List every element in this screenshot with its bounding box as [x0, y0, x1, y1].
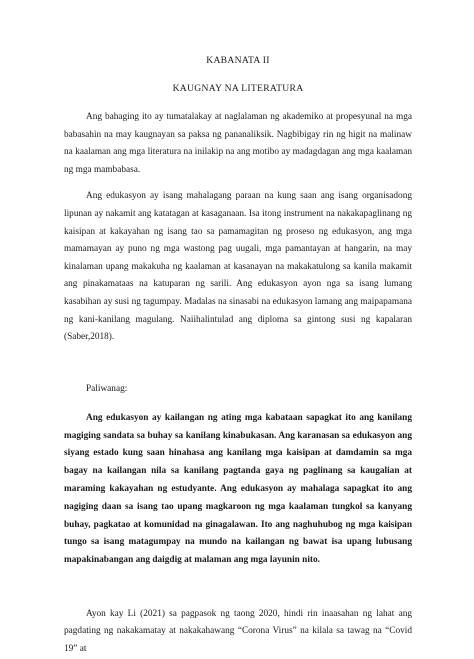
paragraph-li-2021: Ayon kay Li (2021) sa pagpasok ng taong 2020, hindi rin inaasahan ng lahat ang pagdating ng nakakamatay at nakakahawang “Corona Virus” na kilala sa tawag na “Covid 19” at [64, 608, 412, 655]
paragraph-introduction: Ang bahaging ito ay tumatalakay at naglalaman ng akademiko at propesyunal na mga babasahin na may kaugnayan sa paksa ng pananaliksik. Nagbibigay rin ng higit na malinaw na kaalaman ang mga literatura na inilakip na ang motibo ay madagdagan ang mga kaalaman ng mga mambabasa. [64, 112, 412, 175]
explanation-label: Paliwanag: [86, 383, 128, 394]
paragraph-explanation: Ang edukasyon ay kailangan ng ating mga kabataan sapagkat ito ang kanilang magiging sandata sa buhay sa kanilang kinabukasan. Ang karanasan sa edukasyon ang siyang estado kung saan hinahasa ang kanilang mga kaisipan at damdamin sa mga bagay na kailangan nila sa kanilang pagtanda gaya ng paglinang sa kaugalian at maraming kakayahan ng estudyante. Ang edukasyon ay mahalaga sapagkat ito ang nagiging daan sa isang tao upang magkaroon ng mga kaalaman tungkol sa kanyang buhay, pagkatao at komunidad na ginagalawan. Ito ang naghuhubog ng mga kaisipan tungo sa isang matagumpay na mundo na kailangan ng bawat isa upang lubusang mapakinabangan ang daigdig at malaman ang mga layunin nito. [64, 412, 412, 566]
paragraph-education: Ang edukasyon ay isang mahalagang paraan na kung saan ang isang organisadong lipunan ay nakamit ang katatagan at kasaganaan. Isa itong instrument na nakakapaglinang ng kaisipan at kakayahan ng isang tao sa pamamagitan ng proseso ng edukasyon, ang mga mamamayan ay puno ng mga wastong pag uugali, mga pamantayan at hangarin, na may kinalaman upang makakuha ng kaalaman at kasanayan na makakatulong sa kanila makamit ang pinakamataas na katuparan ng sarili. Ang edukasyon ayon nga sa isang lumang kasabihan ay susi ng tagumpay. Madalas na sinasabi na edukasyon lamang ang maipapamana ng kani-kanilang magulang. Naiihalintulad ang diploma sa gintong susi ng kapalaran (Saber,2018). [64, 191, 412, 343]
chapter-heading: KABANATA II [206, 55, 270, 66]
chapter-title: KAUGNAY NA LITERATURA [172, 83, 304, 94]
